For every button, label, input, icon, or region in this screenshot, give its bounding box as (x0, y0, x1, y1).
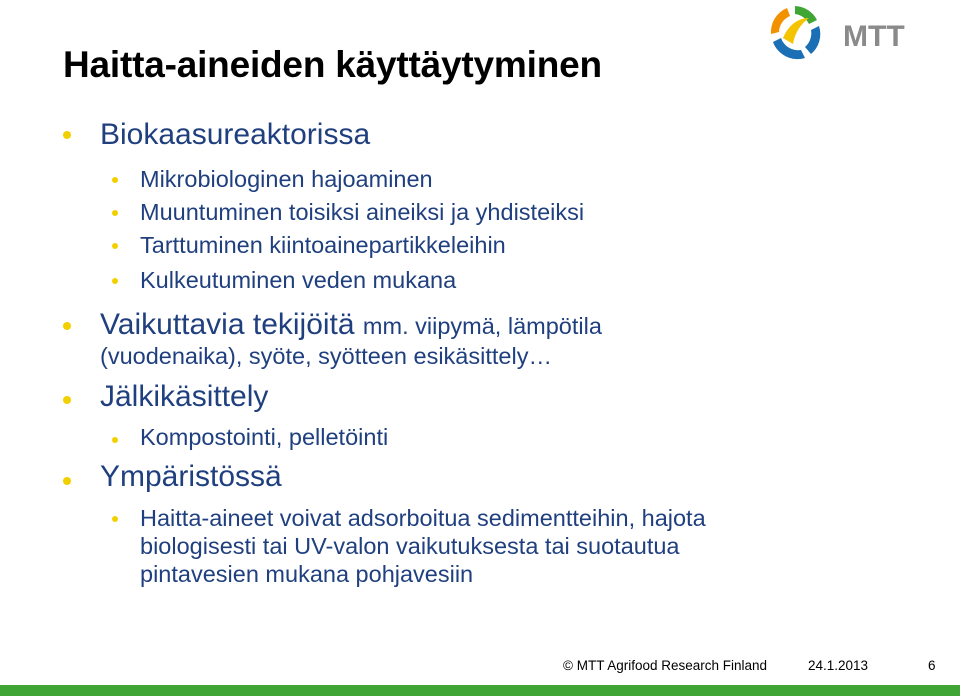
bullet-marker (63, 322, 71, 330)
bullet-vaikuttavia-tekijoita (100, 308, 602, 342)
sub-bullet-marker (112, 243, 118, 249)
logo-text: MTT (843, 20, 905, 53)
bullet-biokaasureaktorissa: Biokaasureaktorissa (100, 118, 371, 151)
mtt-logo (765, 0, 955, 70)
sub-bullet-marker (112, 210, 118, 216)
bullet-ymparistossa: Ympäristössä (100, 460, 282, 493)
bullet-jalkikasittely: Jälkikäsittely (100, 380, 269, 413)
bullet-vaikuttavia-detail-line2: (vuodenaika), syöte, syötteen esikäsittely… (100, 343, 552, 369)
mtt-logo-mark (765, 0, 955, 70)
sub-bullet-kulkeutuminen: Kulkeutuminen veden mukana (140, 267, 457, 293)
footer-page-number: 6 (928, 658, 936, 673)
sub-bullet-mikrobiologinen: Mikrobiologinen hajoaminen (140, 166, 433, 192)
bullet-marker (63, 131, 71, 139)
bullet-vaikuttavia-detail: mm. viipymä, lämpötila (362, 313, 602, 339)
bullet-vaikuttavia-main: Vaikuttavia tekijöitä (100, 308, 355, 341)
slide-title: Haitta-aineiden käyttäytyminen (63, 44, 602, 85)
sub-bullet-marker (112, 437, 118, 443)
sub-bullet-marker (112, 516, 118, 522)
sub-bullet-tarttuminen: Tarttuminen kiintoainepartikkeleihin (140, 232, 506, 258)
sub-bullet-marker (112, 278, 118, 284)
footer-bar (0, 685, 960, 696)
sub-bullet-muuntuminen: Muuntuminen toisiksi aineiksi ja yhdisteiksi (140, 199, 585, 225)
sub-bullet-haitta-aineet-line2: biologisesti tai UV-valon vaikutuksesta tai suotautua (140, 533, 680, 559)
footer-date: 24.1.2013 (808, 658, 869, 673)
bullet-marker (63, 477, 71, 485)
footer-copyright: © MTT Agrifood Research Finland (563, 658, 768, 673)
sub-bullet-haitta-aineet-line3: pintavesien mukana pohjavesiin (140, 561, 474, 587)
sub-bullet-kompostointi: Kompostointi, pelletöinti (140, 424, 389, 450)
bullet-marker (63, 396, 71, 404)
sub-bullet-haitta-aineet-line1: Haitta-aineet voivat adsorboitua sedimentteihin, hajota (140, 505, 706, 531)
sub-bullet-marker (112, 177, 118, 183)
